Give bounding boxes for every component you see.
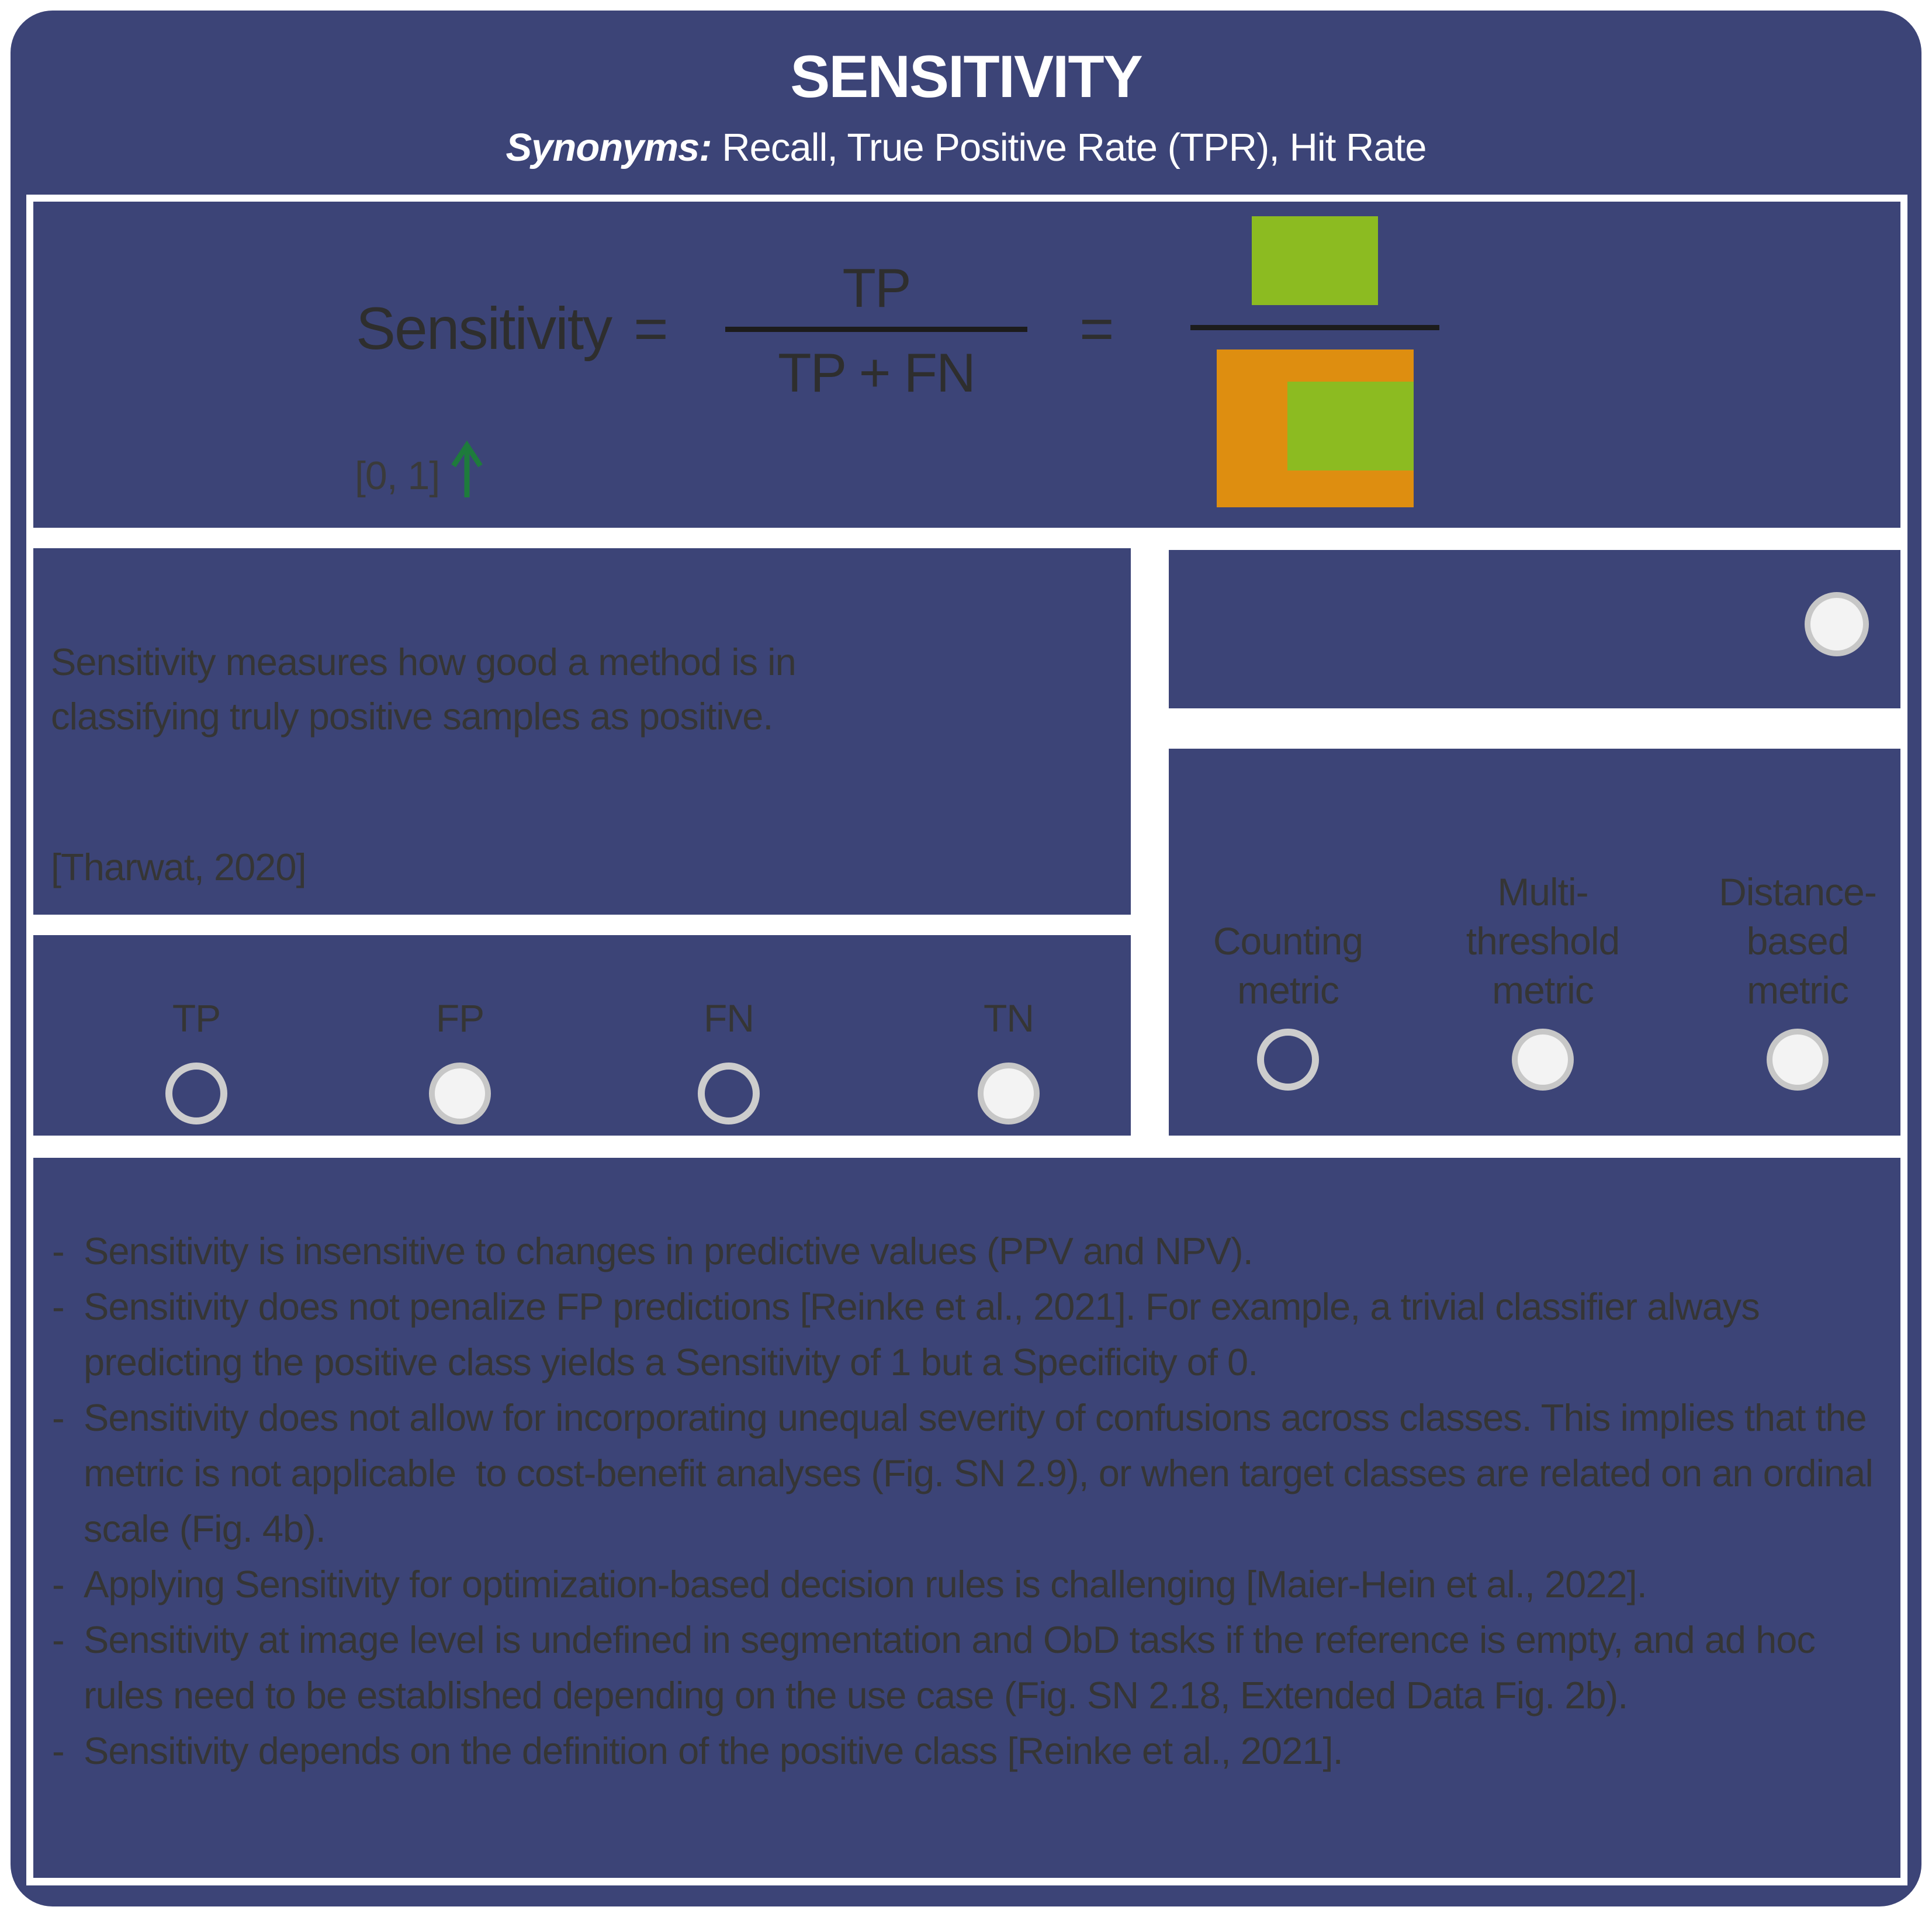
fraction-bar: [725, 327, 1027, 332]
cardinality-fp: [396, 996, 524, 1124]
formula-fraction: [725, 258, 1027, 403]
description-panel: [33, 548, 1131, 915]
fn-indicator-circle: [698, 1063, 760, 1124]
bullet-dash: -: [52, 1563, 64, 1605]
metric-type-label: Multi- threshold metric: [1466, 870, 1620, 1012]
list-item: - Applying Sensitivity for optimization-based decision rules is challenging [Maier-Hein et al., 2022].: [52, 1556, 1875, 1612]
cardinality-label: TN: [984, 996, 1034, 1040]
sensitivity-card: [11, 11, 1921, 1906]
formula-panel: [33, 202, 1900, 528]
cardinalities-panel: [33, 935, 1131, 1136]
description-citation: [Tharwat, 2020]: [51, 846, 306, 888]
equals-sign: =: [633, 295, 667, 362]
tp-indicator-circle: [165, 1063, 227, 1124]
description-text: Sensitivity measures how good a method is in classifying truly positive samples as positive.: [51, 641, 796, 738]
tp-rectangle-icon: [1252, 216, 1378, 305]
synonyms-label: Synonyms:: [505, 126, 712, 169]
equals-sign: =: [1079, 295, 1114, 362]
up-arrow-icon: [449, 439, 485, 500]
list-item: - Sensitivity depends on the definition of the positive class [Reinke et al., 2021].: [52, 1723, 1875, 1778]
formula-metric-name: Sensitivity: [356, 295, 612, 362]
counting-metric-circle: [1257, 1029, 1319, 1091]
list-item: - Sensitivity is insensitive to changes in predictive values (PPV and NPV).: [52, 1223, 1875, 1279]
bullet-dash: -: [52, 1618, 64, 1661]
metric-type-multi-threshold: [1432, 870, 1654, 1091]
bullet-dash: -: [52, 1396, 64, 1439]
metric-type-counting: [1177, 874, 1399, 1091]
tp-inset-rectangle-icon: [1287, 382, 1414, 470]
cardinality-tp: [132, 996, 261, 1124]
limitations-list: [52, 1223, 1883, 1778]
synonyms-text: Recall, True Positive Rate (TPR), Hit Rate: [711, 126, 1427, 169]
corner-indicator-circle: [1805, 592, 1869, 656]
corner-indicator-panel: [1169, 550, 1900, 708]
bullet-dash: -: [52, 1729, 64, 1772]
bullet-dash: -: [52, 1230, 64, 1272]
metric-type-label: Counting metric: [1213, 919, 1363, 1012]
metric-type-distance-based: [1687, 870, 1909, 1091]
tn-indicator-circle: [978, 1063, 1040, 1124]
fraction-numerator: TP: [842, 257, 910, 319]
fp-indicator-circle: [429, 1063, 491, 1124]
fraction-denominator: TP + FN: [778, 342, 975, 403]
bullet-dash: -: [52, 1285, 64, 1328]
list-item: - Sensitivity does not penalize FP predictions [Reinke et al., 2021]. For example, a trivial classifier always predicting the positive class yields a Sensitivity of 1 but a Specificity of 0.: [52, 1279, 1875, 1390]
cardinality-tn: [944, 996, 1073, 1124]
page-title: SENSITIVITY: [790, 43, 1142, 110]
list-item: - Sensitivity does not allow for incorporating unequal severity of confusions across classes. This implies that the metric is not applicable to cost-benefit analyses (Fig. SN 2.9), or when target classes are related on an ordinal scale (Fig. 4b).: [52, 1390, 1875, 1556]
metric-type-label: Distance- based metric: [1719, 870, 1876, 1012]
range-text: [0, 1]: [355, 454, 440, 498]
value-range: [355, 439, 485, 508]
cardinality-label: FN: [704, 996, 754, 1040]
visual-fraction-bar: [1190, 325, 1439, 330]
limitations-panel: [33, 1158, 1900, 1878]
cardinality-label: FP: [435, 996, 484, 1040]
distance-based-metric-circle: [1767, 1029, 1829, 1091]
cardinality-fn: [664, 996, 793, 1124]
list-item: - Sensitivity at image level is undefined in segmentation and ObD tasks if the reference is empty, and ad hoc rules need to be established depending on the use case (Fig. SN 2.18, Extended Data Fig. 2b).: [52, 1612, 1875, 1723]
formula-lhs: [356, 296, 667, 361]
panel-underlay: [26, 195, 1907, 1885]
multi-threshold-metric-circle: [1512, 1029, 1574, 1091]
cardinality-label: TP: [172, 996, 221, 1040]
metric-types-panel: [1169, 749, 1900, 1136]
synonyms-line: [11, 123, 1921, 173]
